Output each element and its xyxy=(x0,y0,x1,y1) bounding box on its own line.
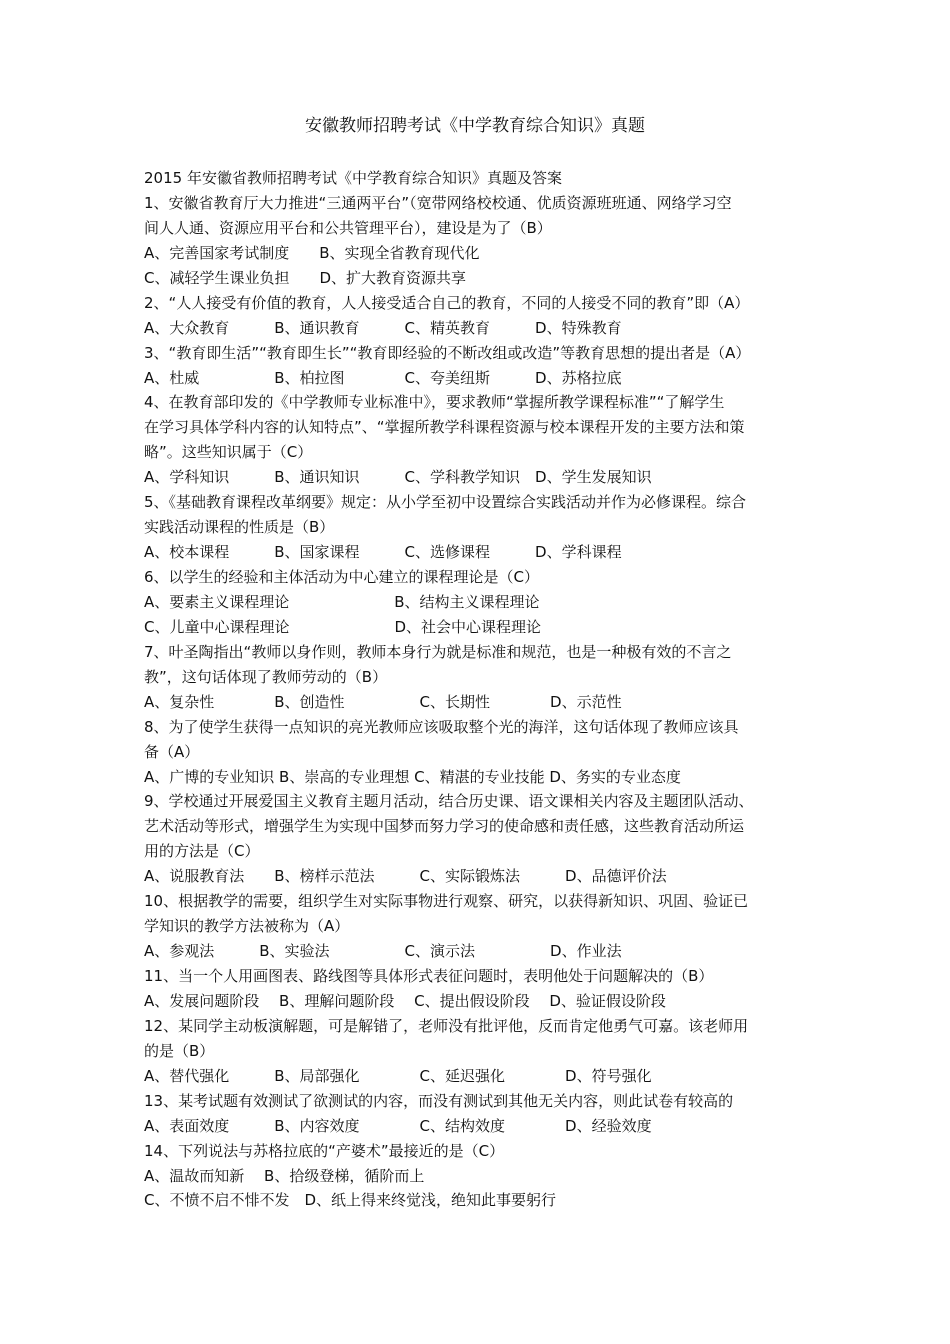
text-line: 2015 年安徽省教师招聘考试《中学教育综合知识》真题及答案 xyxy=(144,169,562,187)
text-line: A、说服教育法 B、榜样示范法 C、实际锻炼法 D、品德评价法 xyxy=(144,867,667,886)
text-line: A、广博的专业知识 B、崇高的专业理想 C、精湛的专业技能 D、务实的专业态度 xyxy=(144,767,681,786)
text-line: 5、《基础教育课程改革纲要》规定：从小学至初中设置综合实践活动并作为必修课程。综合 xyxy=(144,493,747,512)
text-line: 11、当一个人用画图表、路线图等具体形式表征问题时，表明他处于问题解决的（B） xyxy=(144,967,714,985)
text-line: 在学习具体学科内容的认知特点”、“掌握所教学科课程资源与校本课程开发的主要方法和策 xyxy=(144,418,745,437)
text-line: 4、在教育部印发的《中学教师专业标准中》，要求教师“掌握所教学课程标准”“了解学生 xyxy=(144,393,725,412)
text-line: A、温故而知新 B、拾级登梯，循阶而上 xyxy=(144,1166,425,1185)
text-line: 略”。这些知识属于（C） xyxy=(144,443,313,462)
text-line: A、杜威 B、柏拉图 C、夸美纽斯 D、苏格拉底 xyxy=(144,368,622,387)
text-line: A、校本课程 B、国家课程 C、选修课程 D、学科课程 xyxy=(144,543,622,562)
text-line: A、复杂性 B、创造性 C、长期性 D、示范性 xyxy=(144,692,622,711)
text-line: 用的方法是（C） xyxy=(144,842,260,861)
text-line: 9、学校通过开展爱国主义教育主题月活动，结合历史课、语文课相关内容及主题团队活动、 xyxy=(144,792,754,811)
text-line: 14、下列说法与苏格拉底的“产婆术”最接近的是（C） xyxy=(144,1141,505,1160)
text-line: 6、以学生的经验和主体活动为中心建立的课程理论是（C） xyxy=(144,568,540,586)
text-line: A、学科知识 B、通识知识 C、学科教学知识 D、学生发展知识 xyxy=(144,468,652,487)
text-line: C、儿童中心课程理论 D、社会中心课程理论 xyxy=(144,617,542,636)
text-line: C、减轻学生课业负担 D、扩大教育资源共享 xyxy=(144,268,467,287)
text-line: 3、“教育即生活”“教育即生长”“教育即经验的不断改组或改造”等教育思想的提出者是（A） xyxy=(144,343,751,362)
text-line: 教”，这句话体现了教师劳动的（B） xyxy=(144,667,388,686)
text-line: 备（A） xyxy=(144,742,200,761)
text-line: 学知识的教学方法被称为（A） xyxy=(144,917,350,936)
text-line: A、完善国家考试制度 B、实现全省教育现代化 xyxy=(144,243,480,262)
text-line: 的是（B） xyxy=(144,1041,215,1060)
text-line: A、发展问题阶段 B、理解问题阶段 C、提出假设阶段 D、验证假设阶段 xyxy=(144,991,666,1010)
text-line: C、不愤不启不悱不发 D、纸上得来终觉浅，绝知此事要躬行 xyxy=(144,1191,557,1210)
text-line: 12、某同学主动板演解题，可是解错了，老师没有批评他，反而肯定他勇气可嘉。该老师用 xyxy=(144,1016,749,1035)
text-line: A、替代强化 B、局部强化 C、延迟强化 D、符号强化 xyxy=(144,1066,652,1085)
text-line: 实践活动课程的性质是（B） xyxy=(144,518,335,537)
text-line: 间人人通、资源应用平台和公共管理平台），建设是为了（B） xyxy=(144,218,552,237)
text-line: A、要素主义课程理论 B、结构主义课程理论 xyxy=(144,592,540,611)
text-line: A、参观法 B、实验法 C、演示法 D、作业法 xyxy=(144,942,622,961)
text-line: 2、“人人接受有价值的教育，人人接受适合自己的教育，不同的人接受不同的教育”即（A） xyxy=(144,293,750,312)
text-line: A、表面效度 B、内容效度 C、结构效度 D、经验效度 xyxy=(144,1116,652,1135)
document-title: 安徽教师招聘考试《中学教育综合知识》真题 xyxy=(305,116,645,136)
text-line: 10、根据教学的需要，组织学生对实际事物进行观察、研究，以获得新知识、巩固、验证已 xyxy=(144,892,749,911)
text-line: 7、叶圣陶指出“教师以身作则，教师本身行为就是标准和规范，也是一种极有效的不言之 xyxy=(144,642,732,661)
text-line: 13、某考试题有效测试了欲测试的内容，而没有测试到其他无关内容，则此试卷有较高的 xyxy=(144,1091,734,1110)
text-line: 艺术活动等形式，增强学生为实现中国梦而努力学习的使命感和责任感，这些教育活动所运 xyxy=(144,817,745,836)
text-line: 8、为了使学生获得一点知识的亮光教师应该吸取整个光的海洋，这句话体现了教师应该具 xyxy=(144,717,739,736)
document-body xyxy=(144,166,814,1213)
text-line: A、大众教育 B、通识教育 C、精英教育 D、特殊教育 xyxy=(144,318,622,337)
text-line: 1、安徽省教育厅大力推进“三通两平台”（宽带网络校校通、优质资源班班通、网络学习空 xyxy=(144,193,732,212)
